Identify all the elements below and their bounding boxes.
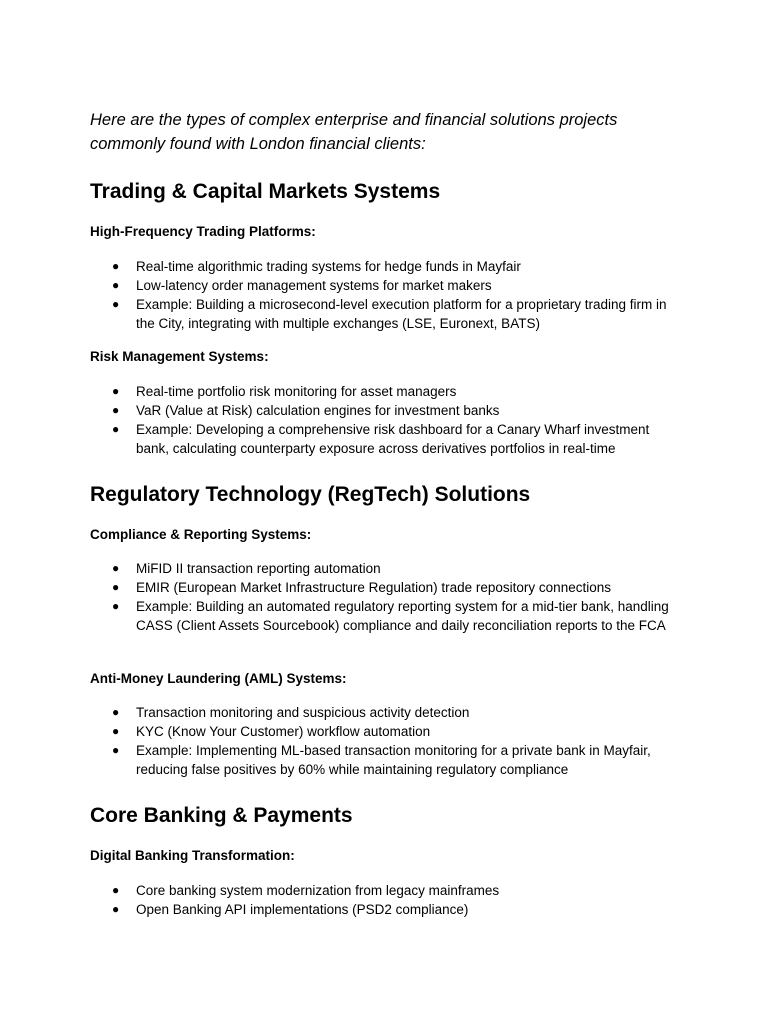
list-item-text: Example: Building a microsecond-level execution platform for a proprietary trading firm in the City, integrating with multiple exchanges (LSE, Euronext, BATS) [136,297,667,331]
bullet-icon: ● [112,599,120,613]
bullet-list-hft [112,257,682,333]
bullet-icon: ● [112,297,120,311]
list-item [112,722,682,741]
bullet-icon: ● [112,580,120,594]
list-item-text: VaR (Value at Risk) calculation engines for investment banks [136,403,500,418]
list-item-text: Example: Implementing ML-based transaction monitoring for a private bank in Mayfair, reducing false positives by 60% while maintaining regulatory compliance [136,743,651,777]
bullet-icon: ● [112,902,120,916]
list-item-text: Low-latency order management systems for market makers [136,278,492,293]
subsection-title-digital-banking: Digital Banking Transformation: [90,848,295,863]
subsection-title-aml: Anti-Money Laundering (AML) Systems: [90,671,347,686]
section-heading-core-banking: Core Banking & Payments [90,804,353,827]
list-item-text: Real-time portfolio risk monitoring for asset managers [136,384,457,399]
section-heading-regtech: Regulatory Technology (RegTech) Solutions [90,483,531,506]
list-item-text: MiFID II transaction reporting automation [136,561,381,576]
list-item-text: EMIR (European Market Infrastructure Regulation) trade repository connections [136,580,611,595]
bullet-list-aml [112,703,682,779]
bullet-list-compliance [112,559,682,635]
list-item [112,420,682,458]
list-item [112,401,682,420]
bullet-icon: ● [112,883,120,897]
bullet-icon: ● [112,278,120,292]
list-item-text: Real-time algorithmic trading systems for hedge funds in Mayfair [136,259,521,274]
bullet-list-digital-banking [112,881,682,919]
list-item [112,597,682,635]
list-item [112,578,682,597]
list-item-text: Open Banking API implementations (PSD2 compliance) [136,902,469,917]
bullet-icon: ● [112,422,120,436]
list-item [112,257,682,276]
list-item [112,741,682,779]
list-item-text: Example: Developing a comprehensive risk dashboard for a Canary Wharf investment bank, calculating counterparty exposure across derivatives portfolios in real-time [136,422,650,456]
bullet-icon: ● [112,743,120,757]
list-item-text: Example: Building an automated regulatory reporting system for a mid-tier bank, handling CASS (Client Assets Sourcebook) compliance and daily reconciliation reports to the FCA [136,599,669,633]
bullet-icon: ● [112,561,120,575]
list-item [112,382,682,401]
list-item [112,295,682,333]
list-item [112,559,682,578]
list-item-text: Core banking system modernization from legacy mainframes [136,883,500,898]
bullet-icon: ● [112,384,120,398]
list-item [112,276,682,295]
bullet-icon: ● [112,724,120,738]
list-item [112,703,682,722]
section-heading-trading: Trading & Capital Markets Systems [90,180,441,203]
list-item-text: KYC (Know Your Customer) workflow automation [136,724,431,739]
list-item-text: Transaction monitoring and suspicious activity detection [136,705,470,720]
bullet-icon: ● [112,403,120,417]
bullet-icon: ● [112,705,120,719]
subsection-title-risk: Risk Management Systems: [90,349,269,364]
bullet-icon: ● [112,259,120,273]
bullet-list-risk [112,382,682,458]
intro-paragraph: Here are the types of complex enterprise and financial solutions projects commonly found with London financial clients: [90,111,618,153]
list-item [112,881,682,900]
list-item [112,900,682,919]
subsection-title-hft: High-Frequency Trading Platforms: [90,224,316,239]
subsection-title-compliance: Compliance & Reporting Systems: [90,527,312,542]
